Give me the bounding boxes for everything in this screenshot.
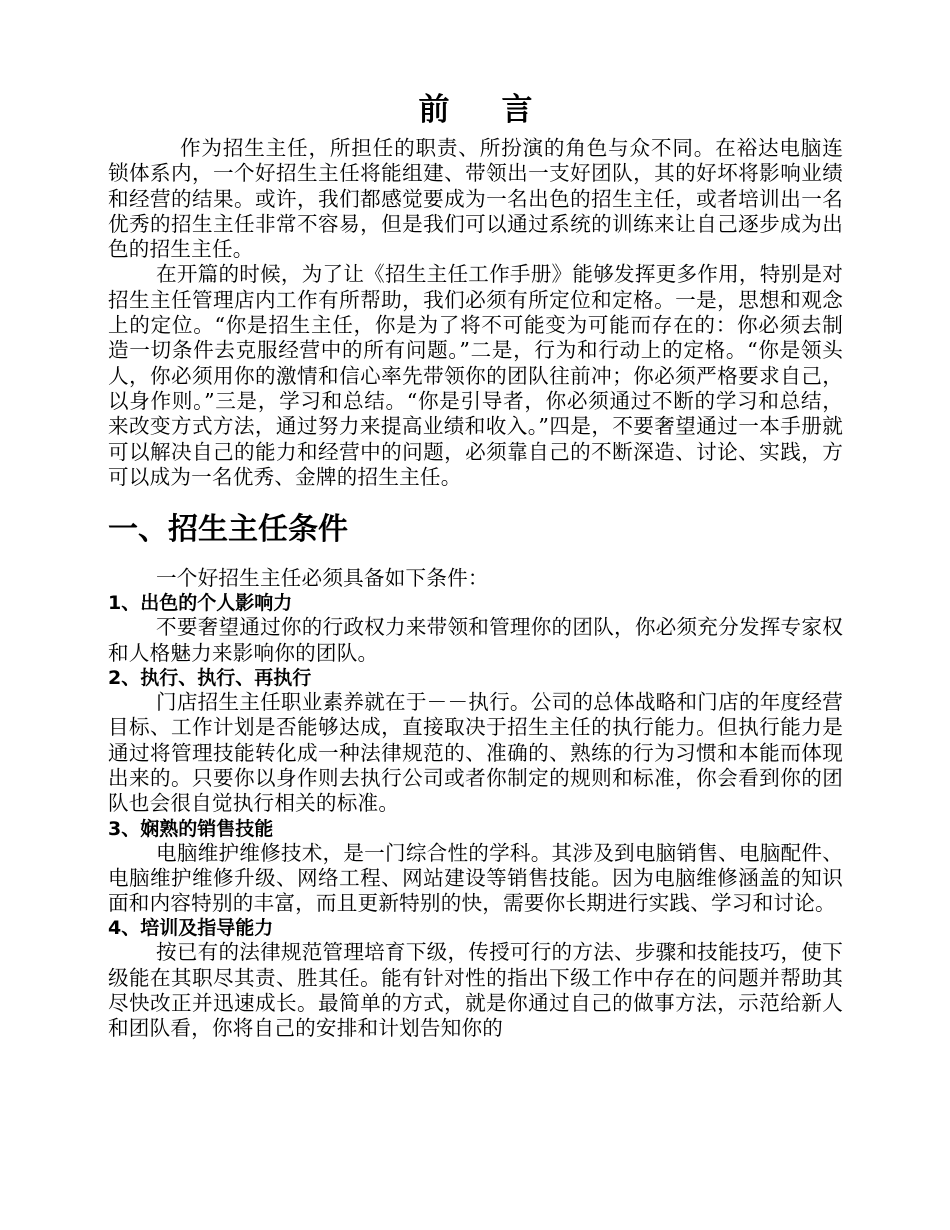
item-heading-2: 2、执行、执行、再执行 — [108, 667, 312, 690]
section-intro: 一个好招生主任必须具备如下条件： — [156, 566, 489, 591]
item-heading-1: 1、出色的个人影响力 — [108, 592, 293, 615]
preface-title: 前言 — [418, 92, 585, 128]
item-text-2: 门店招生主任职业素养就在于－－执行。公司的总体战略和门店的年度经营目标、工作计划是否能够达成，直接取决于招生主任的执行能力。但执行能力是通过将管理技能转化成一种法律规范的、准确的、熟练的行为习惯和本能而体现出来的。只要你以身作则去执行公司或者你制定的规则和标准，你会看到你的团队也会很自觉执行相关的标准。 — [108, 690, 843, 816]
document-page — [108, 86, 843, 1042]
item-heading-3: 3、娴熟的销售技能 — [108, 817, 274, 840]
item-text-4: 按已有的法律规范管理培育下级，传授可行的方法、步骤和技能技巧，使下级能在其职尽其责、胜其任。能有针对性的指出下级工作中存在的问题并帮助其尽快改正并迅速成长。最简单的方式，就是你通过自己的做事方法，示范给新人和团队看，你将自己的安排和计划告知你的 — [108, 940, 843, 1041]
item-text-1: 不要奢望通过你的行政权力来带领和管理你的团队，你必须充分发挥专家权和人格魅力来影响你的团队。 — [108, 615, 843, 665]
item-heading-4: 4、培训及指导能力 — [108, 917, 274, 940]
preface-paragraph-2: 在开篇的时候，为了让《招生主任工作手册》能够发挥更多作用，特别是对招生主任管理店内工作有所帮助，我们必须有所定位和定格。一是，思想和观念上的定位。“你是招生主任，你是为了将不可能变为可能而存在的：你必须去制造一切条件去克服经营中的所有问题。”二是，行为和行动上的定格。“你是领头人，你必须用你的激情和信心率先带领你的团队往前冲；你必须严格要求自己，以身作则。”三是，学习和总结。“你是引导者，你必须通过不断的学习和总结，来改变方式方法，通过努力来提高业绩和收入。”四是，不要奢望通过一本手册就可以解决自己的能力和经营中的问题，必须靠自己的不断深造、讨论、实践，方可以成为一名优秀、金牌的招生主任。 — [108, 262, 843, 489]
preface-paragraph-1: 作为招生主任，所担任的职责、所扮演的角色与众不同。在裕达电脑连锁体系内，一个好招生主任将能组建、带领出一支好团队，其的好坏将影响业绩和经营的结果。或许，我们都感觉要成为一名出色的招生主任，或者培训出一名优秀的招生主任非常不容易，但是我们可以通过系统的训练来让自己逐步成为出色的招生主任。 — [108, 136, 843, 262]
item-text-3: 电脑维护维修技术，是一门综合性的学科。其涉及到电脑销售、电脑配件、电脑维护维修升级、网络工程、网站建设等销售技能。因为电脑维修涵盖的知识面和内容特别的丰富，而且更新特别的快，需要你长期进行实践、学习和讨论。 — [108, 840, 843, 916]
section-title: 一、招生主任条件 — [108, 512, 348, 548]
